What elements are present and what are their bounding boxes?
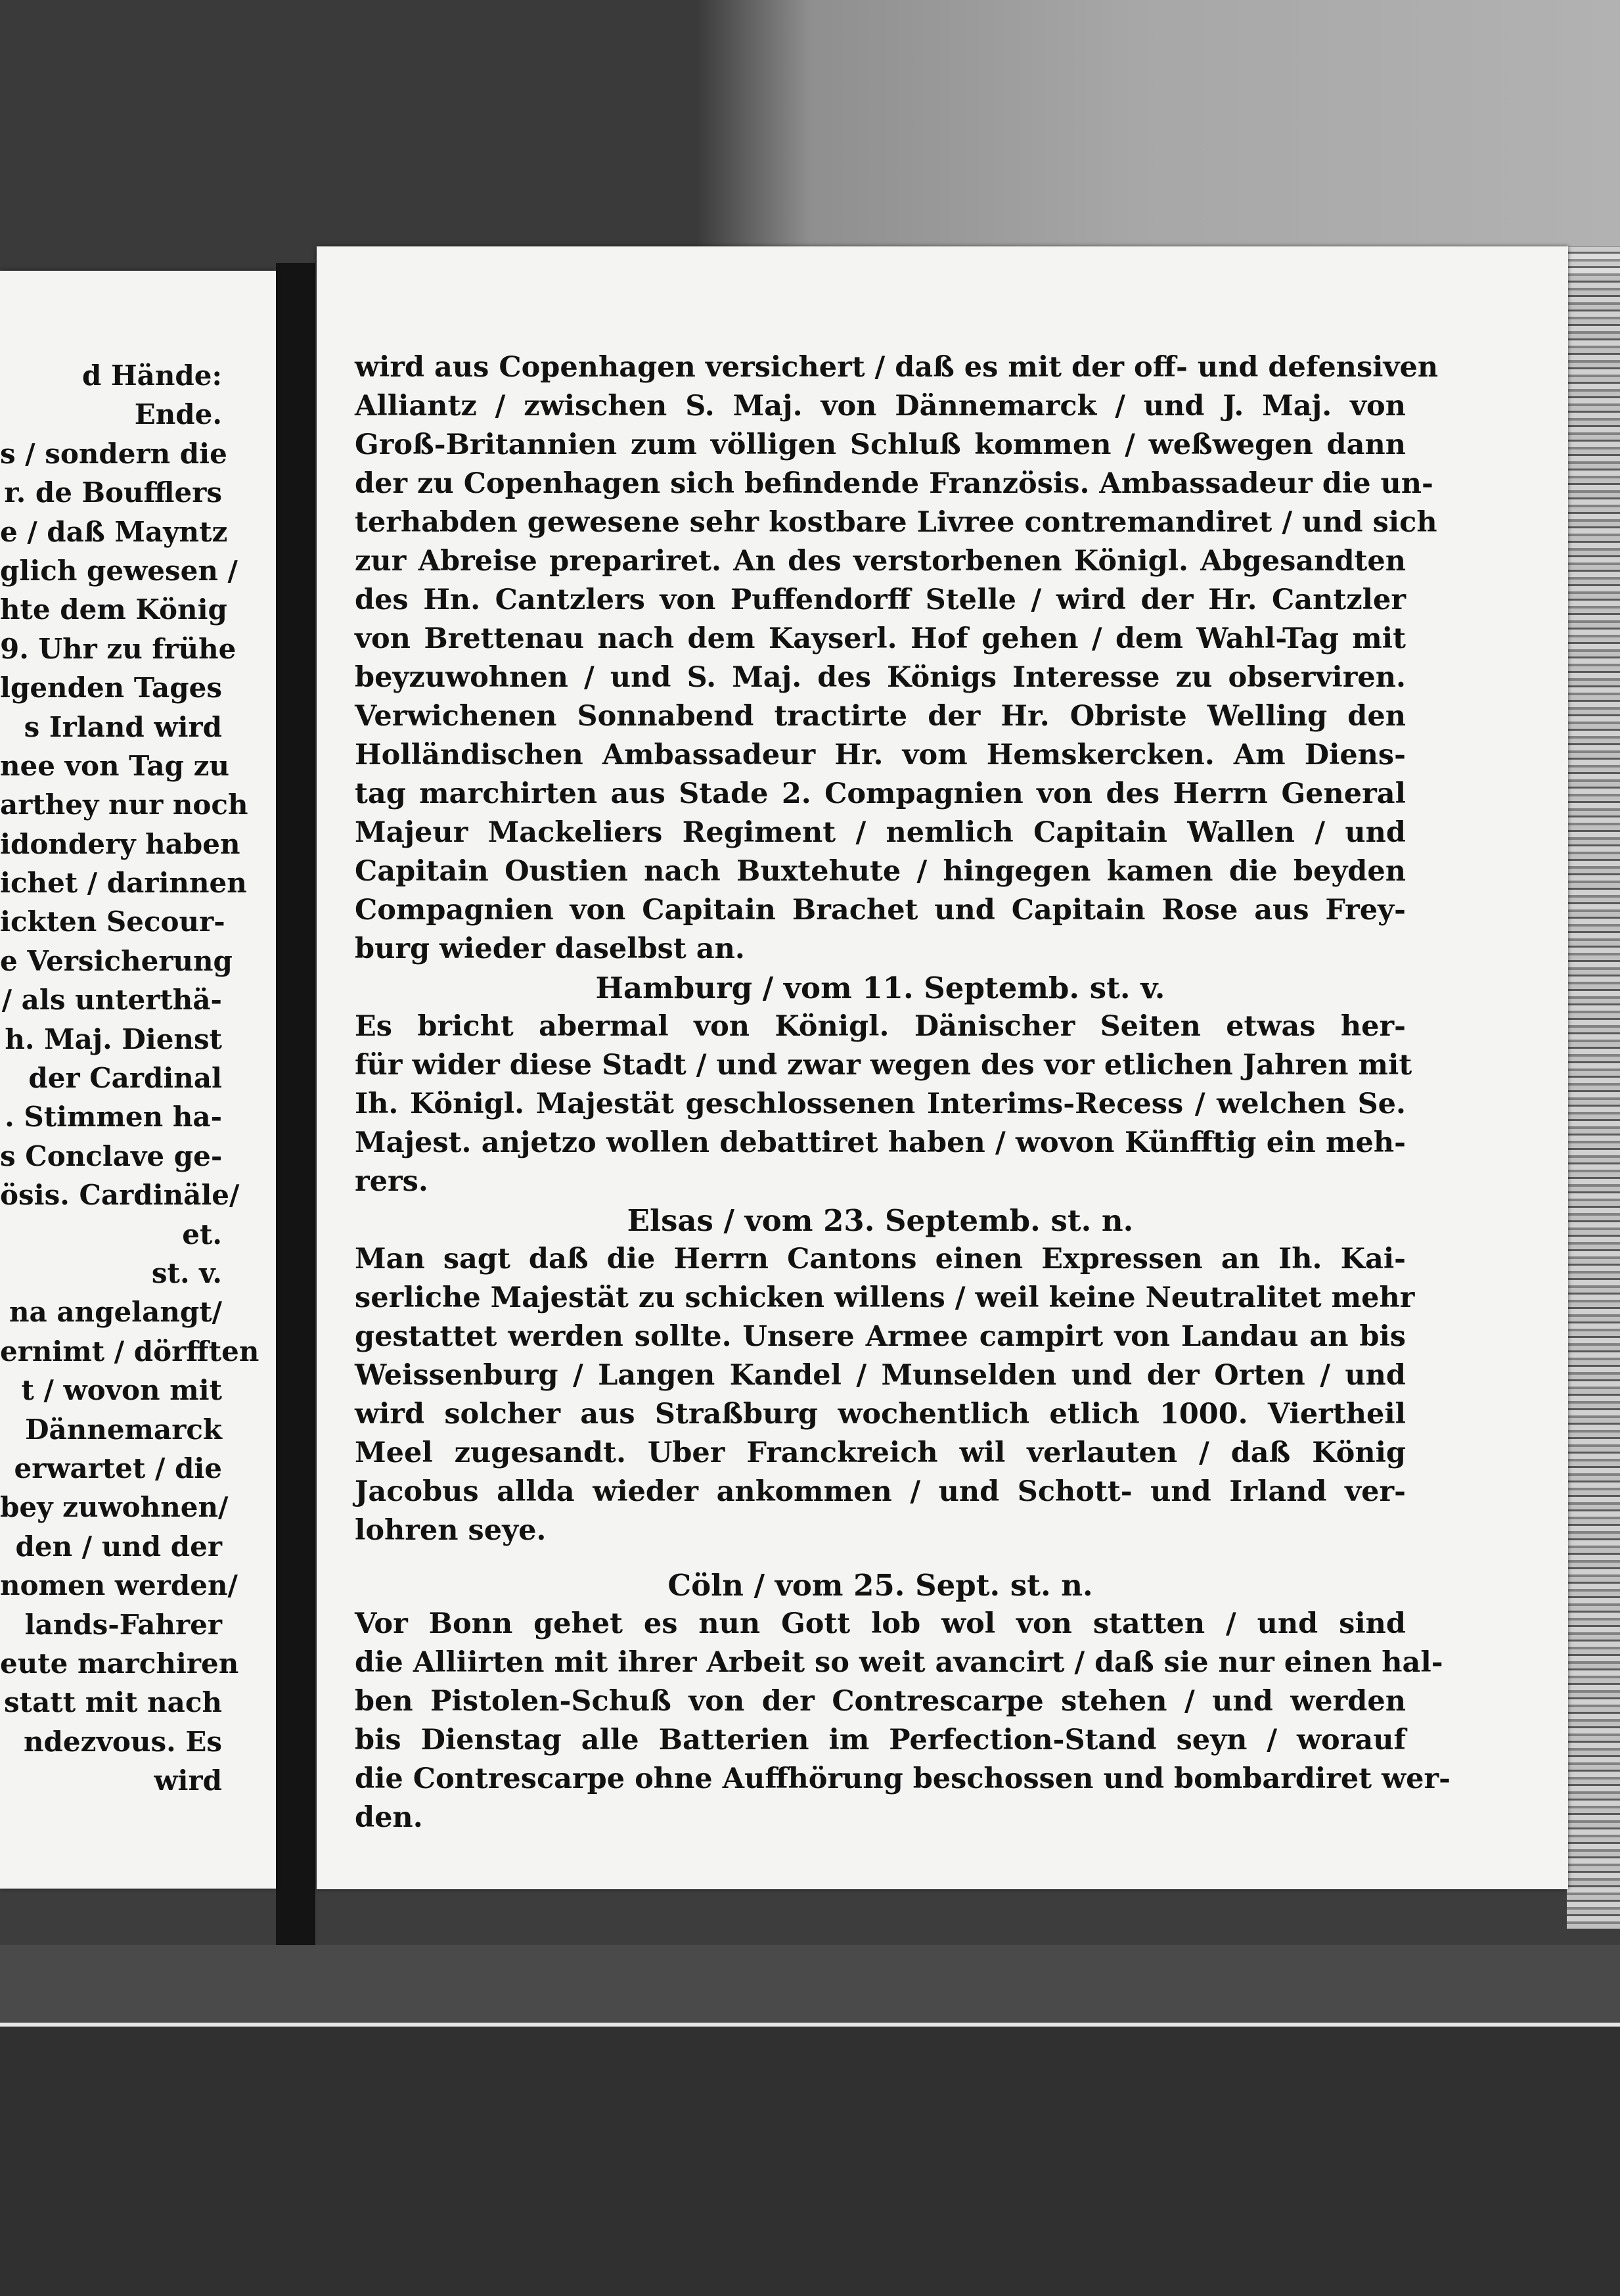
text-line: Weissenburg / Langen Kandel / Munselden und der Orten / und: [355, 1359, 1406, 1392]
paragraph-elsas: [355, 1240, 1415, 1550]
text-line: terhabden gewesene sehr kostbare Livree contremandiret / und sich: [355, 506, 1437, 539]
text-line: bey zuwohnen/: [0, 1491, 229, 1524]
text-line: Capitain Oustien nach Buxtehute / hingegen kamen die beyden: [355, 855, 1406, 888]
background-top: [0, 0, 1620, 276]
text-line: wird solcher aus Straßburg wochentlich etlich 1000. Viertheil: [355, 1398, 1406, 1431]
text-line: e / daß Mayntz: [0, 515, 228, 548]
text-line: den / und der: [15, 1530, 222, 1563]
text-line: Majeur Mackeliers Regiment / nemlich Capitain Wallen / und: [355, 816, 1406, 849]
text-line: st. v.: [151, 1256, 222, 1289]
text-line: ickten Secour-: [0, 906, 225, 938]
text-line: . Stimmen ha-: [5, 1101, 222, 1134]
text-line: t / wovon mit: [21, 1374, 222, 1407]
text-line: Groß-Britannien zum völligen Schluß kommen / weßwegen dann: [355, 428, 1406, 461]
text-line: der Cardinal: [28, 1062, 222, 1095]
text-line: nee von Tag zu: [0, 749, 230, 782]
text-line: Dännemarck: [25, 1413, 222, 1446]
text-line: erwartet / die: [14, 1452, 222, 1484]
text-line: gestattet werden sollte. Unsere Armee campirt von Landau an bis: [355, 1320, 1406, 1353]
text-line: r. de Boufflers: [4, 476, 222, 509]
text-line: d Hände:: [81, 359, 222, 392]
text-line: arthey nur noch: [0, 789, 248, 821]
text-line: Ih. Königl. Majestät geschlossenen Interims-Recess / welchen Se.: [355, 1088, 1406, 1120]
text-line: statt mit nach: [4, 1686, 222, 1719]
text-line: ösis. Cardinäle/: [0, 1179, 240, 1212]
text-line: ben Pistolen-Schuß von der Contrescarpe stehen / und werden: [355, 1685, 1406, 1718]
heading-hamburg: Hamburg / vom 11. Septemb. st. v.: [595, 971, 1165, 1005]
text-line: ndezvous. Es: [24, 1725, 222, 1758]
text-line: na angelangt/: [9, 1296, 222, 1329]
background-bottom: [0, 2027, 1620, 2296]
text-line: lohren seye.: [355, 1514, 547, 1547]
text-line: idondery haben: [0, 827, 240, 860]
text-line: burg wieder daselbst an.: [355, 932, 745, 965]
text-line: Ende.: [134, 398, 222, 431]
text-line: die Contrescarpe ohne Auffhörung beschossen und bombardiret wer-: [355, 1762, 1451, 1795]
text-line: beyzuwohnen / und S. Maj. des Königs Interesse zu observiren.: [355, 661, 1406, 694]
text-line: s Conclave ge-: [0, 1139, 223, 1172]
text-line: lgenden Tages: [0, 672, 223, 704]
text-line: s / sondern die: [0, 437, 227, 470]
right-page-text: [355, 348, 1451, 1837]
text-line: serliche Majestät zu schicken willens / weil keine Neutralitet mehr: [355, 1281, 1415, 1314]
paragraph-copenhagen: [355, 348, 1439, 969]
text-line: hte dem König: [0, 593, 227, 626]
text-line: h. Maj. Dienst: [5, 1022, 222, 1055]
text-line: Es bricht abermal von Königl. Dänischer Seiten etwas her-: [355, 1010, 1406, 1043]
page-edge-strip: [1567, 246, 1620, 1929]
paragraph-hamburg: [355, 1007, 1412, 1201]
text-line: eute marchiren: [0, 1647, 239, 1680]
heading-elsas: Elsas / vom 23. Septemb. st. n.: [627, 1203, 1134, 1238]
text-line: Holländischen Ambassadeur Hr. vom Hemskercken. Am Diens-: [355, 739, 1406, 771]
left-page-text: [0, 356, 259, 1800]
text-line: ernimt / dörfften: [0, 1335, 259, 1367]
paragraph-coln: [355, 1605, 1451, 1799]
text-line: s Irland wird: [24, 710, 222, 743]
text-line: von Brettenau nach dem Kayserl. Hof gehen / dem Wahl-Tag mit: [355, 622, 1406, 655]
text-line: e Versicherung: [0, 944, 233, 977]
text-line: Vor Bonn gehet es nun Gott lob wol von statten / und sind: [355, 1607, 1406, 1640]
text-line: ichet / darinnen: [0, 867, 247, 900]
text-line: die Alliirten mit ihrer Arbeit so weit avancirt / daß sie nur einen hal-: [355, 1646, 1443, 1679]
text-line: der zu Copenhagen sich befindende Französis. Ambassadeur die un-: [355, 467, 1433, 500]
text-line: / als unterthä-: [1, 984, 222, 1017]
text-line: Compagnien von Capitain Brachet und Capitain Rose aus Frey-: [355, 894, 1406, 927]
text-line: Majest. anjetzo wollen debattiret haben / wovon Künfftig ein meh-: [355, 1126, 1406, 1159]
text-line: rers.: [355, 1165, 428, 1198]
text-line: des Hn. Cantzlers von Puffendorff Stelle / wird der Hr. Cantzler: [355, 584, 1406, 616]
catchword: den.: [355, 1801, 423, 1834]
text-line: Alliantz / zwischen S. Maj. von Dännemarck / und J. Maj. von: [355, 390, 1406, 423]
text-line: Jacobus allda wieder ankommen / und Schott- und Irland ver-: [355, 1475, 1406, 1508]
text-line: 9. Uhr zu frühe: [0, 632, 236, 665]
text-line: Verwichenen Sonnabend tractirte der Hr. Obriste Welling den: [355, 700, 1406, 733]
text-line: zur Abreise prepariret. An des verstorbenen Königl. Abgesandten: [355, 545, 1406, 578]
text-line: wird aus Copenhagen versichert / daß es mit der off- und defensiven: [355, 351, 1439, 384]
text-line: glich gewesen /: [0, 554, 238, 587]
text-line: für wider diese Stadt / und zwar wegen des vor etlichen Jahren mit: [355, 1049, 1412, 1082]
left-page: [0, 271, 276, 1889]
text-line: tag marchirten aus Stade 2. Compagnien von des Herrn General: [355, 777, 1406, 810]
text-line: lands-Fahrer: [24, 1608, 222, 1641]
text-line: wird: [154, 1764, 222, 1797]
right-page: [317, 246, 1568, 1889]
book-gutter: [276, 263, 315, 1945]
text-line: Meel zugesandt. Uber Franckreich wil verlauten / daß König: [355, 1436, 1406, 1469]
text-line: Man sagt daß die Herrn Cantons einen Expressen an Ih. Kai-: [355, 1243, 1406, 1275]
heading-coln: Cöln / vom 25. Sept. st. n.: [667, 1568, 1093, 1603]
background-band: [0, 1945, 1620, 2024]
text-line: et.: [182, 1218, 222, 1251]
text-line: nomen werden/: [0, 1569, 238, 1602]
text-line: bis Dienstag alle Batterien im Perfection-Stand seyn / worauf: [355, 1724, 1406, 1756]
